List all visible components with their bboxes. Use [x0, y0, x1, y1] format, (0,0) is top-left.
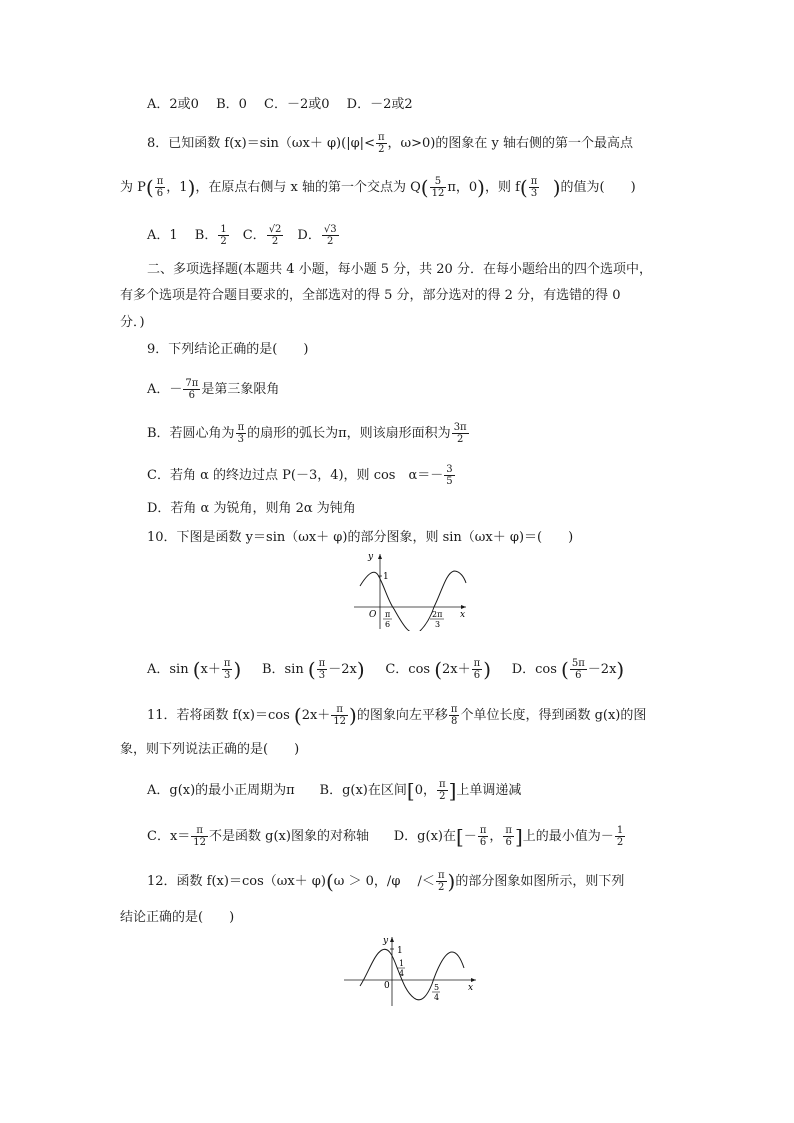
- svg-text:4: 4: [399, 969, 405, 978]
- section2-line-2: 有多个选项是符合题目要求的，全部选对的得 5 分，部分选对的得 2 分，有选错的得 0: [120, 288, 621, 303]
- q12-line-1: 12．函数 f(x)＝cos（ωx＋ φ)(ω ＞ 0，/φ /＜ $\frac{\pi}{2}$ )的部分图象如图所示，则下列: [147, 869, 625, 894]
- svg-text:2π: 2π: [432, 610, 443, 619]
- svg-text:3: 3: [435, 620, 441, 629]
- q9-option-c: C．若角 α 的终边过点 P(－3，4)，则 cos α＝－ $\frac{3}{5}$: [147, 464, 453, 487]
- svg-text:1: 1: [383, 572, 389, 582]
- q11-options-ab: A．g(x)的最小正周期为π B．g(x)在区间[0， $\frac{\pi}{2}$ ]上单调递减: [147, 778, 522, 803]
- q8-line-2: 为 P( $\frac{\pi}{6}$ ，1)，在原点右侧与 x 轴的第一个交点为 Q( $\frac{5}{12}$ π，0)，则 f( $\frac{\pi}{3}$ )的值为( ): [120, 175, 636, 200]
- q12-graph: [340, 934, 480, 1008]
- fraction: $\frac{\pi}{2}$: [377, 132, 385, 155]
- q11-line-2: 象，则下列说法正确的是( ): [120, 742, 300, 757]
- svg-text:0: 0: [384, 981, 390, 991]
- q10-options: A．sin (x＋ $\frac{\pi}{3}$ ) B．sin ( $\frac{\pi}{3}$ －2x) C．cos (2x＋ $\frac{\pi}{6}$ ) D．cos ( $\frac{5\pi}{6}$ －2x): [147, 657, 625, 682]
- section2-line-3: 分．): [120, 315, 145, 330]
- q7-options: A．2或0 B．0 C．－2或0 D．－2或2: [147, 97, 413, 112]
- svg-text:5: 5: [434, 983, 440, 992]
- q11-options-cd: C．x＝ $\frac{\pi}{12}$ 不是函数 g(x)图象的对称轴 D．g(x)在[－ $\frac{\pi}{6}$ ， $\frac{\pi}{6}$ ]上的最小值为－ $\frac{1}{2}$: [147, 824, 624, 849]
- svg-text:4: 4: [434, 993, 440, 1002]
- svg-text:1: 1: [399, 959, 405, 968]
- q10-stem: 10．下图是函数 y＝sin（ωx＋ φ)的部分图象，则 sin（ωx＋ φ)＝( ): [147, 530, 574, 545]
- svg-text:x: x: [460, 610, 466, 620]
- q9-stem: 9．下列结论正确的是( ): [147, 342, 309, 357]
- q11-line-1: 11．若将函数 f(x)＝cos (2x＋ $\frac{\pi}{12}$ )的图象向左平移 $\frac{\pi}{8}$ 个单位长度，得到函数 g(x)的图: [147, 703, 647, 728]
- q10-graph: [350, 551, 470, 631]
- svg-text:1: 1: [397, 946, 403, 956]
- svg-text:x: x: [468, 983, 474, 993]
- q9-option-a: A．－ $\frac{7\pi}{6}$ 是第三象限角: [147, 378, 280, 401]
- svg-text:π: π: [385, 610, 391, 619]
- svg-text:O: O: [369, 610, 377, 620]
- q8-options: A．1 B． $\frac{1}{2}$ C． $\frac{√2}{2}$ D． $\frac{√3}{2}$: [147, 224, 337, 247]
- q9-option-d: D．若角 α 为锐角，则角 2α 为钝角: [147, 501, 356, 516]
- q8-line-1: 8．已知函数 f(x)＝sin（ωx＋ φ)(|φ|< $\frac{\pi}{2}$ ，ω>0)的图象在 y 轴右侧的第一个最高点: [147, 132, 633, 155]
- q9-option-b: B．若圆心角为 $\frac{\pi}{3}$ 的扇形的弧长为π，则该扇形面积为 $\frac{3\pi}{2}$: [147, 422, 467, 445]
- q12-line-2: 结论正确的是( ): [120, 910, 235, 925]
- section2-line-1: 二、多项选择题(本题共 4 小题，每小题 5 分，共 20 分．在每小题给出的四个选项中，: [147, 262, 652, 277]
- svg-text:6: 6: [385, 620, 391, 629]
- svg-text:y: y: [383, 936, 389, 946]
- svg-text:y: y: [368, 552, 374, 562]
